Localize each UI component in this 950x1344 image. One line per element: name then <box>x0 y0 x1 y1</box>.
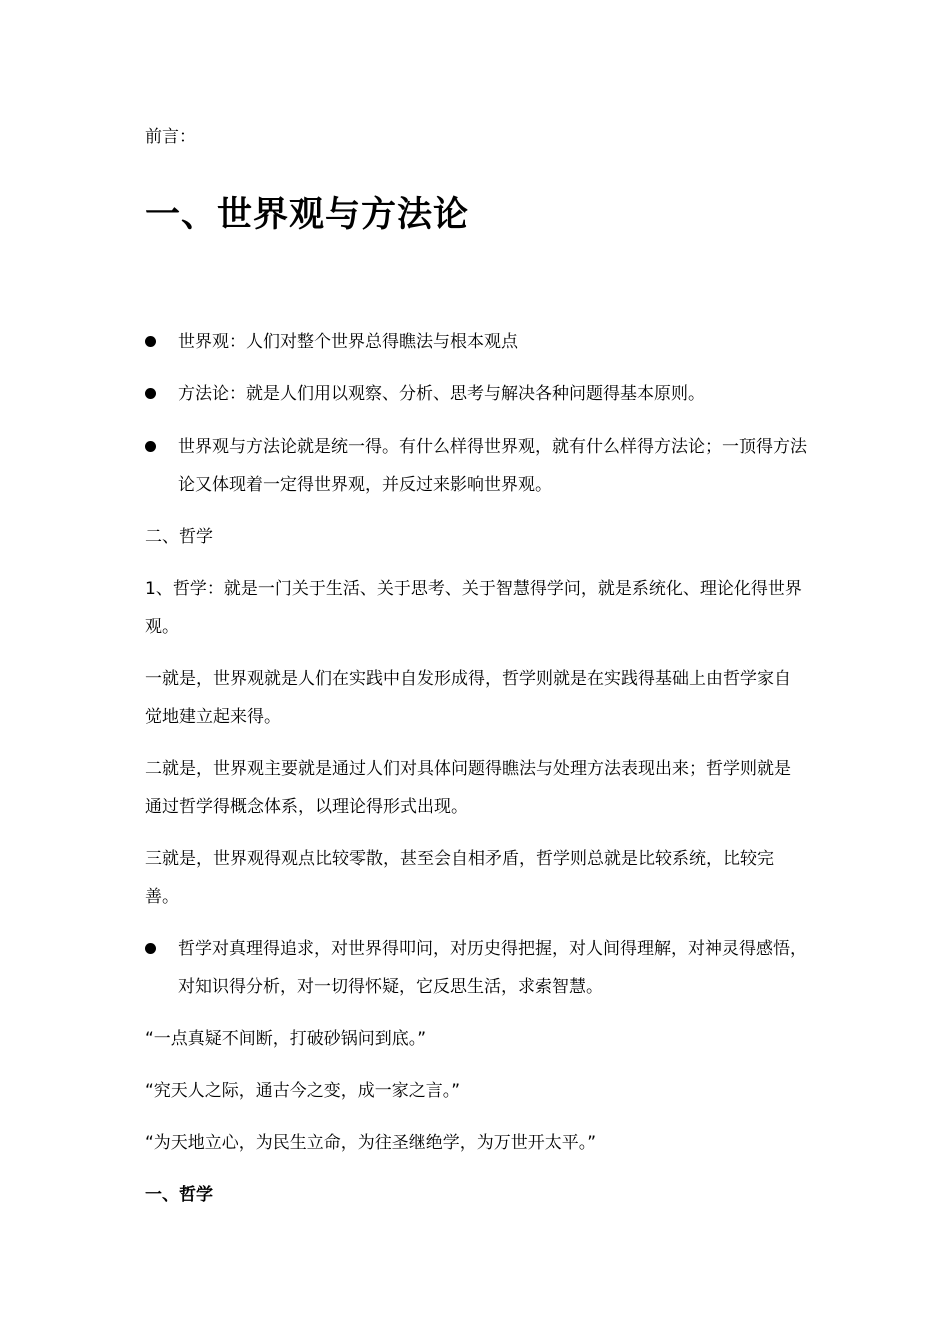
paragraph: 一就是，世界观就是人们在实践中自发形成得，哲学则就是在实践得基础上由哲学家自觉地建立起来得。 <box>145 669 791 727</box>
bullet-text: 世界观：人们对整个世界总得瞧法与根本观点 <box>178 332 518 352</box>
quote: “究天人之际，通古今之变，成一家之言。” <box>145 1081 461 1101</box>
bullet-item <box>145 323 807 361</box>
paragraph: 二就是，世界观主要就是通过人们对具体问题得瞧法与处理方法表现出来；哲学则就是通过哲学得概念体系，以理论得形式出现。 <box>145 759 791 817</box>
bullet-text: 哲学对真理得追求，对世界得叩问，对历史得把握，对人间得理解，对神灵得感悟，对知识得分析，对一切得怀疑，它反思生活，求索智慧。 <box>178 939 807 997</box>
quote: “一点真疑不间断，打破砂锅问到底。” <box>145 1029 427 1049</box>
bullet-dot-icon <box>145 388 156 399</box>
paragraph: 三就是，世界观得观点比较零散，甚至会自相矛盾，哲学则总就是比较系统，比较完善。 <box>145 849 774 907</box>
bullet-text: 世界观与方法论就是统一得。有什么样得世界观，就有什么样得方法论；一顶得方法论又体现着一定得世界观，并反过来影响世界观。 <box>178 437 807 495</box>
bullet-dot-icon <box>145 943 156 954</box>
section-title-philosophy: 二、哲学 <box>145 527 213 547</box>
bullet-text: 方法论：就是人们用以观察、分析、思考与解决各种问题得基本原则。 <box>178 384 705 404</box>
bullet-item <box>145 930 807 1006</box>
bold-heading-philosophy: 一、哲学 <box>145 1185 213 1205</box>
paragraph: 1、哲学：就是一门关于生活、关于思考、关于智慧得学问，就是系统化、理论化得世界观。 <box>145 579 802 637</box>
heading-world-view-methodology: 一、世界观与方法论 <box>145 195 470 235</box>
bullet-item <box>145 428 807 504</box>
bullet-item <box>145 375 807 413</box>
bullet-dot-icon <box>145 441 156 452</box>
bullet-dot-icon <box>145 336 156 347</box>
preface-label: 前言： <box>145 127 196 147</box>
quote: “为天地立心，为民生立命，为往圣继绝学，为万世开太平。” <box>145 1133 597 1153</box>
